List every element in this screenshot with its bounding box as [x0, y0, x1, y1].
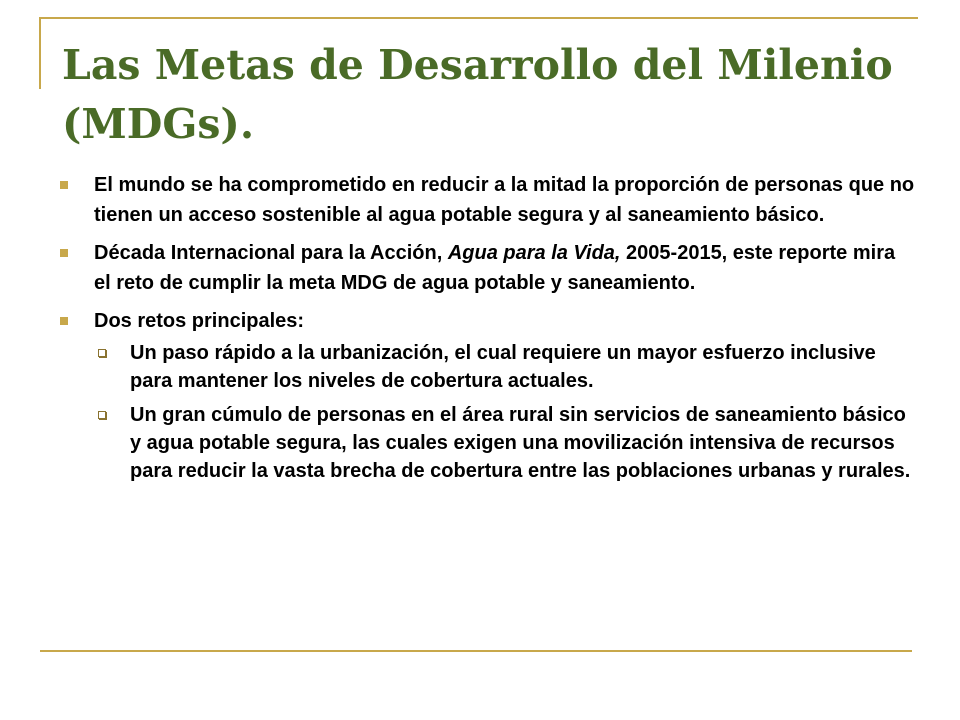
slide-body — [56, 170, 916, 491]
left-rule — [39, 17, 41, 89]
bullet-item-3 — [56, 306, 916, 336]
bullet-text-part: Década Internacional para la Acción, — [94, 242, 448, 264]
bullet-text: El mundo se ha comprometido en reducir a la mitad la proporción de personas que no tienen un acceso sostenible al agua potable segura y al saneamiento básico. — [94, 174, 915, 226]
slide-title: Las Metas de Desarrollo del Milenio (MDGs). — [62, 41, 893, 148]
sub-bullet-item-1 — [56, 339, 916, 395]
bottom-rule — [40, 650, 912, 652]
bullet-item-2 — [56, 238, 916, 298]
square-bullet-icon — [60, 181, 68, 189]
top-rule — [40, 17, 918, 19]
sub-bullet-item-2 — [56, 401, 916, 485]
square-bullet-icon — [60, 249, 68, 257]
sub-bullet-text: Un paso rápido a la urbanización, el cual requiere un mayor esfuerzo inclusive para mantener los niveles de cobertura actuales. — [130, 342, 876, 392]
bullet-text — [94, 242, 895, 294]
square-bullet-icon — [60, 317, 68, 325]
bullet-text: Dos retos principales: — [94, 310, 305, 332]
bullet-item-1 — [56, 170, 916, 230]
bullet-text-part: 2005-2015, este reporte mira el reto de cumplir la meta MDG de agua potable y saneamiento. — [94, 242, 896, 294]
hollow-square-bullet-icon — [98, 349, 106, 357]
bullet-text-italic: Agua para la Vida, — [447, 242, 621, 264]
sub-bullet-text: Un gran cúmulo de personas en el área rural sin servicios de saneamiento básico y agua potable segura, las cuales exigen una movilización intensiva de recursos para reducir la vasta brecha de cobertura entre las poblaciones urbanas y rurales. — [130, 404, 911, 482]
hollow-square-bullet-icon — [98, 411, 106, 419]
